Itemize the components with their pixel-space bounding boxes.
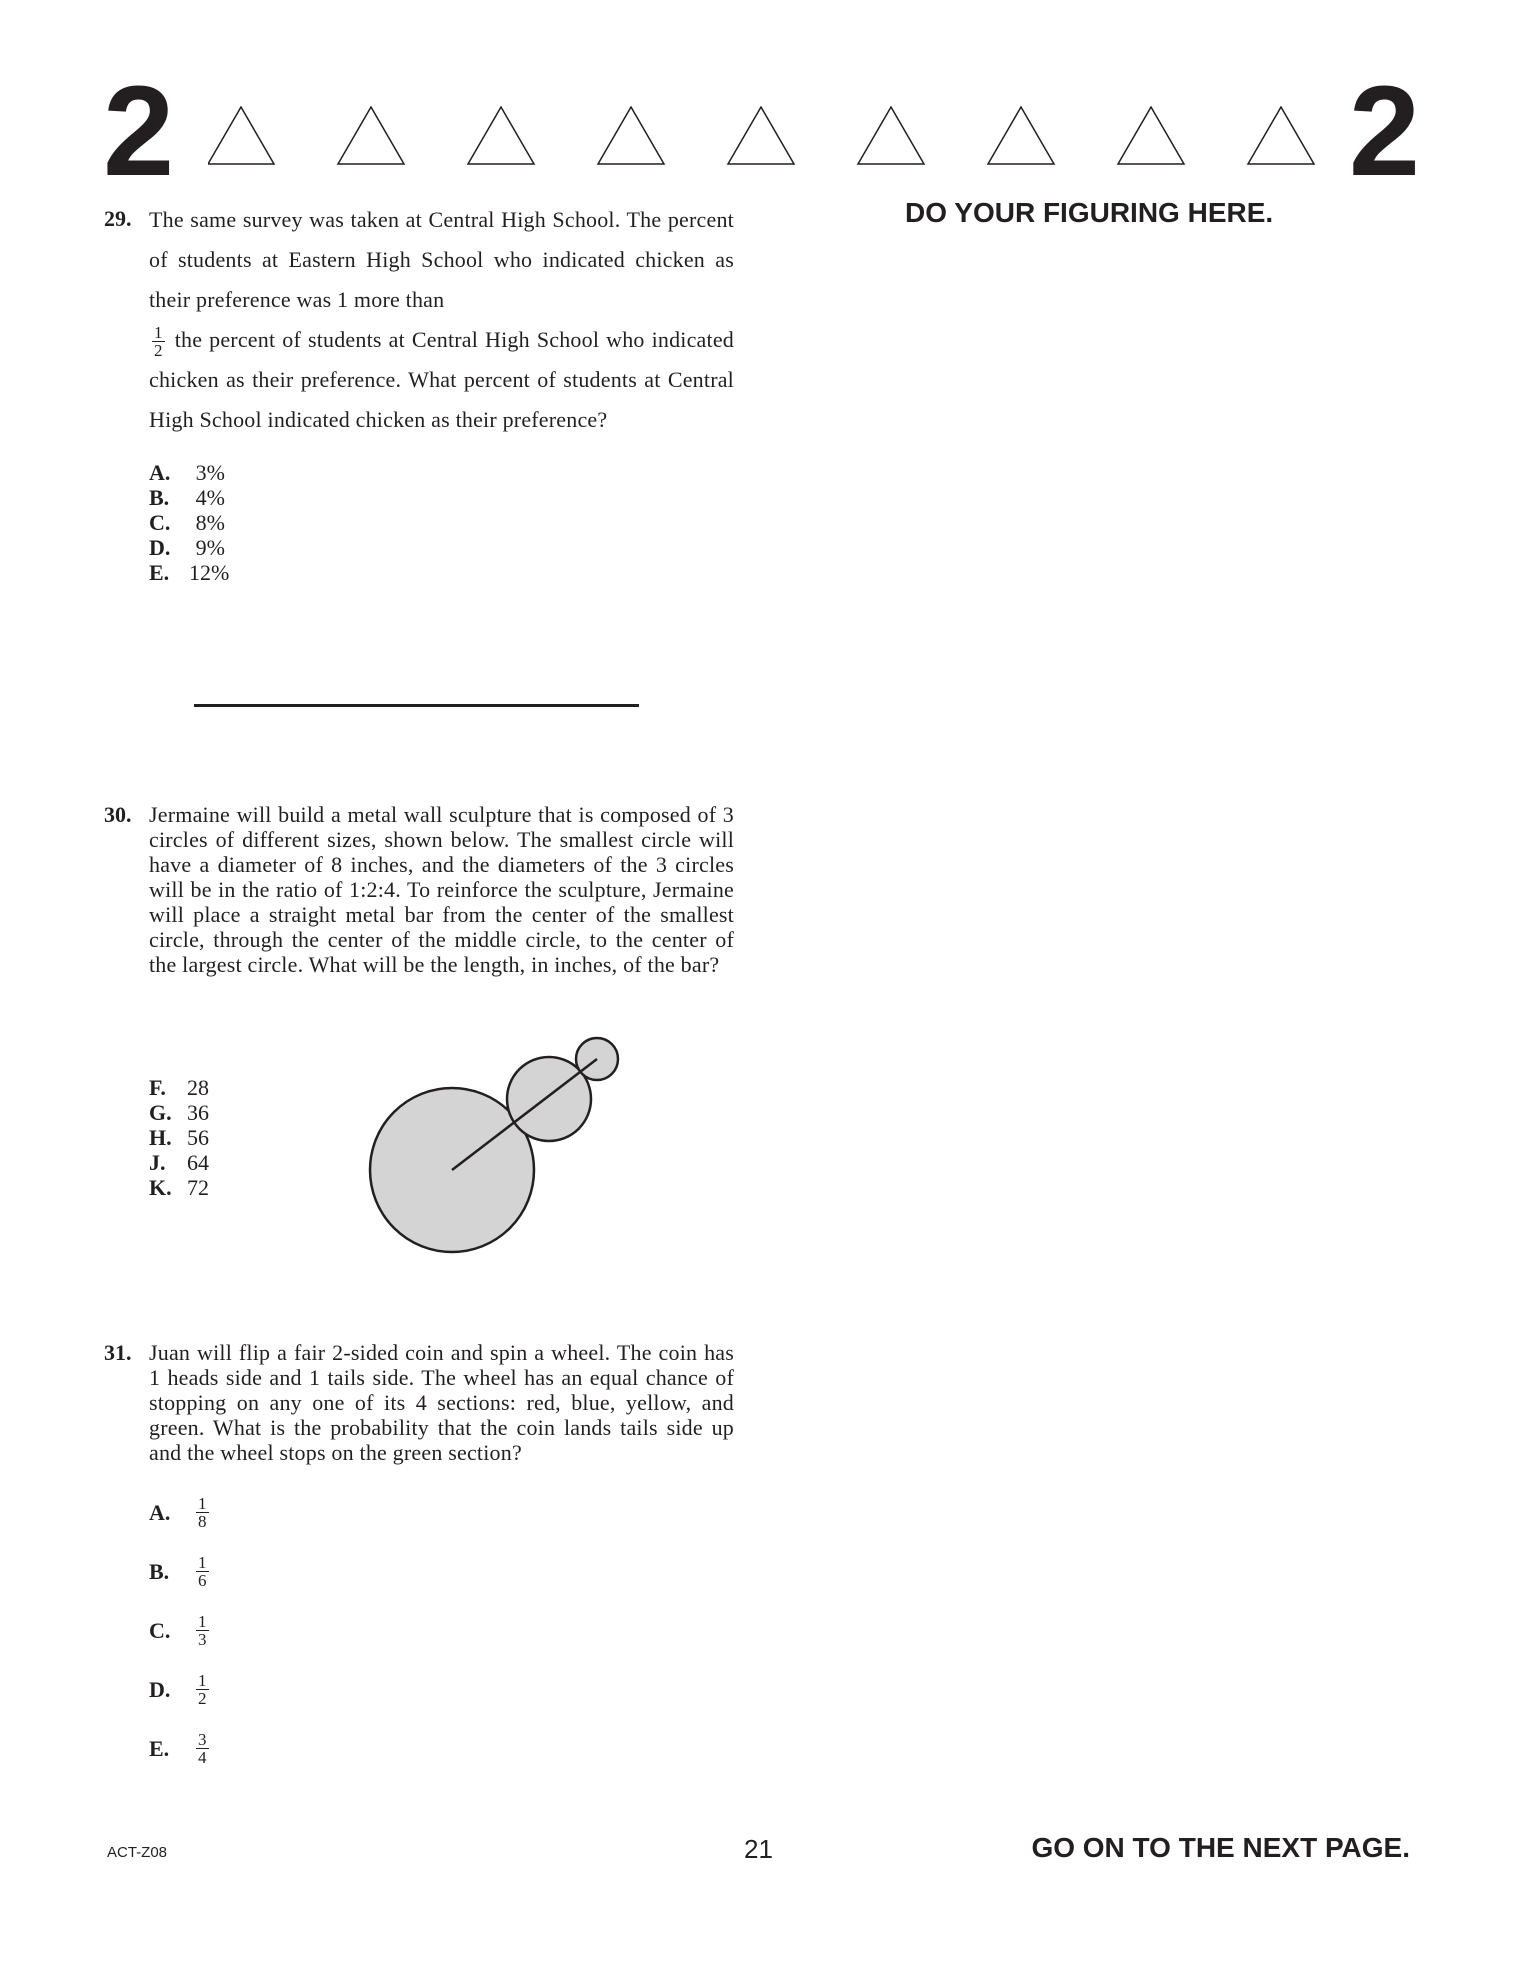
triangle-icon (1248, 107, 1314, 164)
choice-letter: H. (149, 1125, 172, 1150)
question-31 (104, 1340, 734, 1778)
choice-value: 56 (187, 1125, 209, 1150)
choice-letter: J. (149, 1150, 166, 1175)
question-divider (194, 704, 639, 707)
choice-letter: B. (149, 1559, 170, 1584)
answer-choices (149, 1483, 734, 1778)
question-number: 29. (104, 206, 132, 231)
fraction (196, 1672, 209, 1707)
fraction-numerator: 1 (198, 1612, 207, 1631)
answer-choice-a[interactable] (149, 460, 734, 485)
choice-letter: E. (149, 560, 170, 585)
form-code: ACT-Z08 (107, 1844, 168, 1861)
choice-letter: C. (149, 510, 171, 535)
triangle-icon (858, 107, 924, 164)
fraction-numerator: 1 (198, 1494, 207, 1513)
choice-value: 4% (195, 485, 225, 510)
answer-choice-e[interactable] (149, 560, 734, 585)
choice-value: 3% (195, 460, 225, 485)
triangle-icon (208, 107, 274, 164)
figuring-label: DO YOUR FIGURING HERE. (905, 197, 1274, 228)
fraction-numerator: 1 (198, 1671, 207, 1690)
fraction-numerator: 1 (154, 323, 163, 343)
choice-letter: G. (149, 1100, 172, 1125)
fraction (196, 1554, 209, 1589)
answer-choice-e[interactable] (149, 1719, 734, 1778)
question-text: Juan will flip a fair 2-sided coin and spin a wheel. The coin has 1 heads side and 1 tails side. The wheel has an equal chance of stopping on any one of its 4 sections: red, blue, yellow, and green. What is the probability that the coin lands tails side up and the wheel stops on the green section? (149, 1340, 734, 1465)
choice-value: 64 (187, 1150, 209, 1175)
question-number: 31. (104, 1340, 132, 1365)
answer-choice-c[interactable] (149, 1601, 734, 1660)
triangle-icon (598, 107, 664, 164)
choice-value: 72 (187, 1175, 209, 1200)
question-text (149, 200, 734, 440)
fraction (196, 1495, 209, 1530)
triangle-icon (728, 107, 794, 164)
question-text-part: the percent of students at Central High School who indicated chicken as their preference. What percent of students at Central High School indicated chicken as their preference? (149, 327, 734, 432)
page-number: 21 (744, 1834, 773, 1864)
answer-choices (149, 460, 734, 585)
answer-choice-d[interactable] (149, 1660, 734, 1719)
fraction-denominator: 4 (198, 1748, 207, 1767)
answer-choice-a[interactable] (149, 1483, 734, 1542)
choice-value: 36 (187, 1100, 209, 1125)
triangle-row (208, 106, 1323, 166)
fraction (196, 1613, 209, 1648)
fraction (152, 324, 165, 359)
choice-value: 9% (195, 535, 225, 560)
answer-choice-b[interactable] (149, 1542, 734, 1601)
triangle-icon (988, 107, 1054, 164)
choice-letter: A. (149, 460, 171, 485)
fraction-numerator: 1 (198, 1553, 207, 1572)
answer-choice-c[interactable] (149, 510, 734, 535)
choice-letter: D. (149, 1677, 171, 1702)
fraction (196, 1731, 209, 1766)
choice-letter: A. (149, 1500, 171, 1525)
choice-value: 28 (187, 1075, 209, 1100)
fraction-denominator: 6 (198, 1571, 207, 1590)
choice-letter: C. (149, 1618, 171, 1643)
answer-choice-b[interactable] (149, 485, 734, 510)
fraction-denominator: 8 (198, 1512, 207, 1531)
fraction-denominator: 3 (198, 1630, 207, 1649)
choice-letter: F. (149, 1075, 166, 1100)
triangle-icon (468, 107, 534, 164)
sculpture-figure (362, 1020, 632, 1260)
fraction-denominator: 2 (154, 341, 163, 361)
question-text-part: The same survey was taken at Central High School. The percent of students at Eastern High School who indicated chicken as their preference was 1 more than (149, 207, 734, 312)
answer-choice-d[interactable] (149, 535, 734, 560)
question-29 (104, 200, 734, 585)
section-number-right: 2 (1348, 60, 1420, 203)
triangle-icon (1118, 107, 1184, 164)
question-number: 30. (104, 802, 132, 827)
triangle-icon (338, 107, 404, 164)
choice-value: 8% (195, 510, 225, 535)
next-page-instruction: GO ON TO THE NEXT PAGE. (1031, 1832, 1410, 1863)
fraction-numerator: 3 (198, 1730, 207, 1749)
section-number-left: 2 (103, 60, 175, 203)
fraction-denominator: 2 (198, 1689, 207, 1708)
question-text: Jermaine will build a metal wall sculpture that is composed of 3 circles of different sizes, shown below. The smallest circle will have a diameter of 8 inches, and the diameters of the 3 circles will be in the ratio of 1:2:4. To reinforce the sculpture, Jermaine will place a straight metal bar from the center of the smallest circle, through the center of the middle circle, to the center of the largest circle. What will be the length, in inches, of the bar? (149, 802, 734, 977)
choice-letter: D. (149, 535, 171, 560)
choice-letter: E. (149, 1736, 170, 1761)
choice-letter: K. (149, 1175, 172, 1200)
choice-letter: B. (149, 485, 170, 510)
choice-value: 12% (189, 560, 230, 585)
